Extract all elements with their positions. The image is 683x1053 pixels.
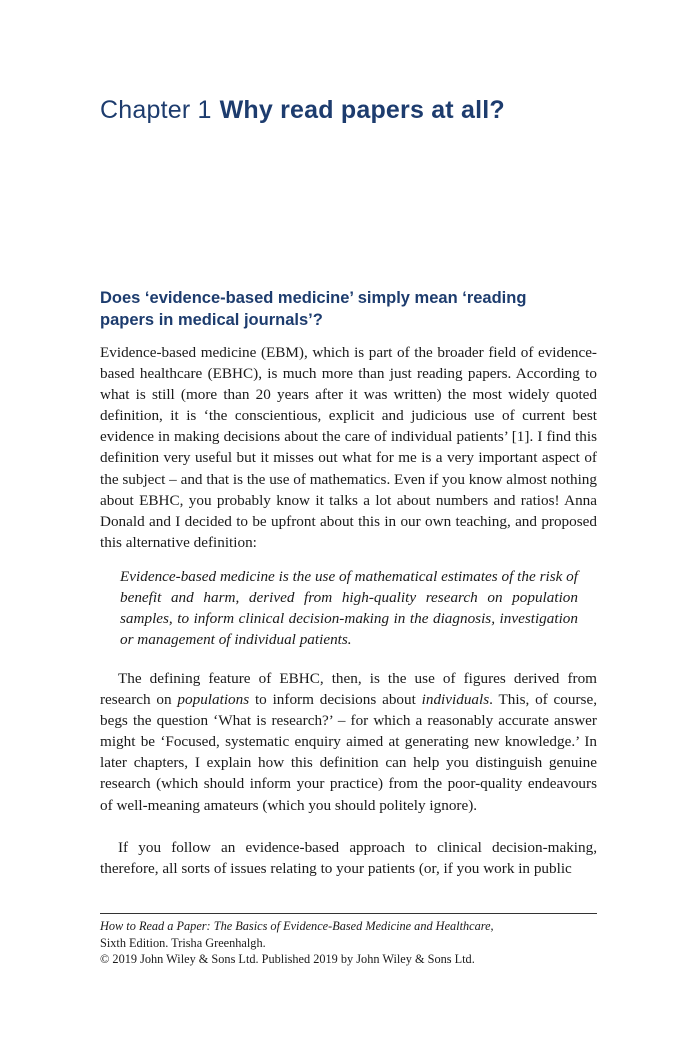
paragraph-text: . This, of course, begs the question ‘What is research?’ – for which a reasonably accurate answer might be ‘Focused, systematic enquiry aimed at generating new knowledge.’ In later chapters, I explain how this definition can help you distinguish genuine research (which should inform your practice) from the poor-quality endeavours of well-meaning amateurs (which you should politely ignore). <box>100 691 597 814</box>
footer-edition: Sixth Edition. Trisha Greenhalgh. <box>100 935 266 950</box>
footer-book-title: How to Read a Paper: The Basics of Evidence-Based Medicine and Healthcare, <box>100 919 494 933</box>
paragraph-evidence-based-approach: If you follow an evidence-based approach to clinical decision-making, therefore, all sorts of issues relating to your patients (or, if you work in public <box>100 839 597 878</box>
paragraph-text: to inform decisions about <box>249 691 422 709</box>
emphasis-individuals: individuals <box>421 691 490 709</box>
footer-citation <box>100 918 597 968</box>
chapter-name: Why read papers at all? <box>219 96 505 124</box>
chapter-label: Chapter 1 <box>100 96 212 124</box>
footer-divider <box>100 913 597 914</box>
chapter-title <box>100 96 620 125</box>
paragraph-ebm-definition: Evidence-based medicine (EBM), which is part of the broader field of evidence-based healthcare (EBHC), is much more than just reading papers. According to what is still (more than 20 years after it was written) the most widely quoted definition, it is ‘the conscientious, explicit and judicious use of current best evidence in making decisions about the care of individual patients’ [1]. I find this definition very useful but it misses out what for me is a very important aspect of the subject – and that is the use of mathematics. Even if you know almost nothing about EBHC, you probably know it talks a lot about numbers and ratios! Anna Donald and I decided to be upfront about this in our own teaching, and proposed this alternative definition: <box>100 344 597 551</box>
emphasis-populations: populations <box>177 691 250 709</box>
paragraph-text: The defining feature of EBHC, then, is the use of figures derived from research on <box>100 670 597 709</box>
paragraph-defining-feature <box>100 668 597 816</box>
definition-quote: Evidence-based medicine is the use of mathematical estimates of the risk of benefit and harm, derived from high-quality research on population samples, to inform clinical decision-making in the diagnosis, investigation or management of individual patients. <box>120 568 578 649</box>
footer-copyright: © 2019 John Wiley & Sons Ltd. Published 2019 by John Wiley & Sons Ltd. <box>100 952 475 966</box>
section-heading: Does ‘evidence-based medicine’ simply mean ‘reading papers in medical journals’? <box>100 289 527 329</box>
